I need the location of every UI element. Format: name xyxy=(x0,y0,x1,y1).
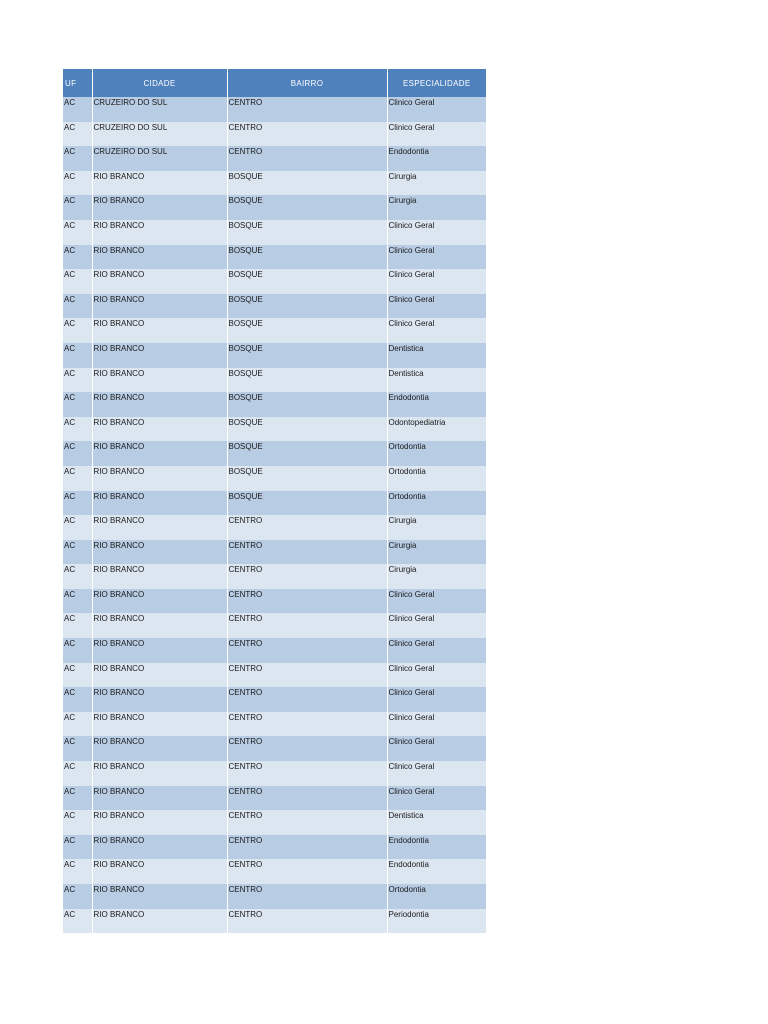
table-body xyxy=(63,97,486,933)
table-row xyxy=(63,441,486,466)
cell-especialidade: Cirurgia xyxy=(387,171,486,196)
cell-bairro: CENTRO xyxy=(227,515,387,540)
cell-especialidade: Clinico Geral xyxy=(387,613,486,638)
cell-bairro: BOSQUE xyxy=(227,245,387,270)
cell-cidade: RIO BRANCO xyxy=(92,491,227,516)
cell-uf: AC xyxy=(63,859,92,884)
cell-bairro: CENTRO xyxy=(227,761,387,786)
column-header-bairro: BAIRRO xyxy=(227,69,387,97)
column-header-especialidade: ESPECIALIDADE xyxy=(387,69,486,97)
cell-cidade: RIO BRANCO xyxy=(92,220,227,245)
cell-especialidade: Ortodontia xyxy=(387,491,486,516)
cell-bairro: BOSQUE xyxy=(227,392,387,417)
cell-uf: AC xyxy=(63,417,92,442)
cell-cidade: RIO BRANCO xyxy=(92,810,227,835)
cell-bairro: BOSQUE xyxy=(227,417,387,442)
cell-cidade: RIO BRANCO xyxy=(92,909,227,934)
cell-cidade: CRUZEIRO DO SUL xyxy=(92,146,227,171)
cell-uf: AC xyxy=(63,663,92,688)
cell-especialidade: Endodontia xyxy=(387,859,486,884)
table-row xyxy=(63,613,486,638)
table-row xyxy=(63,687,486,712)
cell-bairro: BOSQUE xyxy=(227,294,387,319)
cell-uf: AC xyxy=(63,786,92,811)
cell-cidade: CRUZEIRO DO SUL xyxy=(92,97,227,122)
cell-cidade: RIO BRANCO xyxy=(92,613,227,638)
cell-uf: AC xyxy=(63,171,92,196)
cell-especialidade: Dentistica xyxy=(387,810,486,835)
cell-cidade: RIO BRANCO xyxy=(92,638,227,663)
cell-bairro: CENTRO xyxy=(227,638,387,663)
table-row xyxy=(63,294,486,319)
cell-especialidade: Cirurgia xyxy=(387,195,486,220)
cell-bairro: CENTRO xyxy=(227,540,387,565)
cell-uf: AC xyxy=(63,712,92,737)
cell-uf: AC xyxy=(63,343,92,368)
cell-especialidade: Ortodontia xyxy=(387,441,486,466)
cell-uf: AC xyxy=(63,761,92,786)
table-row xyxy=(63,466,486,491)
table-row xyxy=(63,564,486,589)
cell-uf: AC xyxy=(63,736,92,761)
cell-especialidade: Endodontia xyxy=(387,146,486,171)
table-row xyxy=(63,589,486,614)
cell-especialidade: Endodontia xyxy=(387,835,486,860)
cell-cidade: RIO BRANCO xyxy=(92,712,227,737)
cell-bairro: CENTRO xyxy=(227,97,387,122)
cell-cidade: RIO BRANCO xyxy=(92,294,227,319)
table-row xyxy=(63,269,486,294)
cell-bairro: CENTRO xyxy=(227,884,387,909)
cell-uf: AC xyxy=(63,909,92,934)
cell-cidade: RIO BRANCO xyxy=(92,441,227,466)
table-row xyxy=(63,884,486,909)
table-row xyxy=(63,736,486,761)
cell-especialidade: Periodontia xyxy=(387,909,486,934)
cell-especialidade: Clinico Geral xyxy=(387,736,486,761)
cell-bairro: CENTRO xyxy=(227,835,387,860)
table-row xyxy=(63,663,486,688)
cell-uf: AC xyxy=(63,122,92,147)
cell-bairro: BOSQUE xyxy=(227,269,387,294)
cell-especialidade: Dentistica xyxy=(387,343,486,368)
header-row xyxy=(63,69,486,97)
cell-bairro: BOSQUE xyxy=(227,171,387,196)
cell-cidade: RIO BRANCO xyxy=(92,269,227,294)
cell-uf: AC xyxy=(63,392,92,417)
cell-especialidade: Odontopediatria xyxy=(387,417,486,442)
cell-uf: AC xyxy=(63,564,92,589)
cell-cidade: RIO BRANCO xyxy=(92,564,227,589)
cell-especialidade: Clinico Geral xyxy=(387,589,486,614)
cell-especialidade: Clinico Geral xyxy=(387,687,486,712)
cell-bairro: CENTRO xyxy=(227,859,387,884)
cell-uf: AC xyxy=(63,613,92,638)
cell-bairro: BOSQUE xyxy=(227,220,387,245)
cell-bairro: CENTRO xyxy=(227,663,387,688)
table-row xyxy=(63,835,486,860)
cell-bairro: BOSQUE xyxy=(227,491,387,516)
cell-bairro: BOSQUE xyxy=(227,466,387,491)
cell-uf: AC xyxy=(63,294,92,319)
cell-uf: AC xyxy=(63,884,92,909)
cell-bairro: CENTRO xyxy=(227,564,387,589)
cell-especialidade: Clinico Geral xyxy=(387,761,486,786)
cell-bairro: BOSQUE xyxy=(227,441,387,466)
cell-uf: AC xyxy=(63,638,92,663)
cell-cidade: RIO BRANCO xyxy=(92,835,227,860)
cell-especialidade: Dentistica xyxy=(387,368,486,393)
table-row xyxy=(63,859,486,884)
cell-especialidade: Clinico Geral xyxy=(387,245,486,270)
cell-especialidade: Clinico Geral xyxy=(387,220,486,245)
cell-bairro: CENTRO xyxy=(227,589,387,614)
table-row xyxy=(63,318,486,343)
cell-especialidade: Ortodontia xyxy=(387,466,486,491)
cell-uf: AC xyxy=(63,515,92,540)
cell-especialidade: Clinico Geral xyxy=(387,786,486,811)
cell-especialidade: Clinico Geral xyxy=(387,97,486,122)
table-row xyxy=(63,909,486,934)
cell-uf: AC xyxy=(63,540,92,565)
cell-bairro: CENTRO xyxy=(227,909,387,934)
column-header-uf: UF xyxy=(63,69,92,97)
cell-especialidade: Clinico Geral xyxy=(387,318,486,343)
cell-especialidade: Ortodontia xyxy=(387,884,486,909)
cell-bairro: BOSQUE xyxy=(227,368,387,393)
table-row xyxy=(63,810,486,835)
cell-cidade: RIO BRANCO xyxy=(92,884,227,909)
cell-cidade: RIO BRANCO xyxy=(92,245,227,270)
cell-cidade: RIO BRANCO xyxy=(92,195,227,220)
table-row xyxy=(63,540,486,565)
table-row xyxy=(63,245,486,270)
cell-cidade: RIO BRANCO xyxy=(92,589,227,614)
cell-especialidade: Cirurgia xyxy=(387,564,486,589)
cell-uf: AC xyxy=(63,368,92,393)
table-row xyxy=(63,392,486,417)
cell-cidade: RIO BRANCO xyxy=(92,761,227,786)
cell-bairro: CENTRO xyxy=(227,786,387,811)
cell-uf: AC xyxy=(63,269,92,294)
cell-especialidade: Clinico Geral xyxy=(387,663,486,688)
cell-bairro: CENTRO xyxy=(227,810,387,835)
cell-uf: AC xyxy=(63,687,92,712)
table-row xyxy=(63,122,486,147)
cell-cidade: RIO BRANCO xyxy=(92,540,227,565)
cell-uf: AC xyxy=(63,195,92,220)
table-row xyxy=(63,417,486,442)
cell-especialidade: Clinico Geral xyxy=(387,294,486,319)
cell-especialidade: Cirurgia xyxy=(387,515,486,540)
cell-uf: AC xyxy=(63,97,92,122)
cell-especialidade: Endodontia xyxy=(387,392,486,417)
table-row xyxy=(63,146,486,171)
cell-uf: AC xyxy=(63,318,92,343)
cell-especialidade: Clinico Geral xyxy=(387,122,486,147)
table-row xyxy=(63,195,486,220)
specialty-table xyxy=(63,69,486,933)
table-row xyxy=(63,343,486,368)
cell-uf: AC xyxy=(63,146,92,171)
cell-cidade: RIO BRANCO xyxy=(92,786,227,811)
cell-uf: AC xyxy=(63,441,92,466)
table-header xyxy=(63,69,486,97)
table-row xyxy=(63,491,486,516)
cell-uf: AC xyxy=(63,491,92,516)
cell-bairro: BOSQUE xyxy=(227,343,387,368)
cell-bairro: CENTRO xyxy=(227,712,387,737)
cell-cidade: CRUZEIRO DO SUL xyxy=(92,122,227,147)
table-row xyxy=(63,171,486,196)
cell-uf: AC xyxy=(63,835,92,860)
cell-especialidade: Clinico Geral xyxy=(387,269,486,294)
cell-uf: AC xyxy=(63,245,92,270)
cell-bairro: CENTRO xyxy=(227,122,387,147)
cell-cidade: RIO BRANCO xyxy=(92,417,227,442)
table-row xyxy=(63,761,486,786)
table-row xyxy=(63,638,486,663)
cell-cidade: RIO BRANCO xyxy=(92,171,227,196)
cell-especialidade: Cirurgia xyxy=(387,540,486,565)
cell-cidade: RIO BRANCO xyxy=(92,859,227,884)
cell-cidade: RIO BRANCO xyxy=(92,318,227,343)
cell-cidade: RIO BRANCO xyxy=(92,687,227,712)
cell-especialidade: Clinico Geral xyxy=(387,712,486,737)
cell-bairro: CENTRO xyxy=(227,736,387,761)
column-header-cidade: CIDADE xyxy=(92,69,227,97)
table-row xyxy=(63,712,486,737)
cell-bairro: BOSQUE xyxy=(227,318,387,343)
cell-uf: AC xyxy=(63,466,92,491)
table-row xyxy=(63,786,486,811)
cell-especialidade: Clinico Geral xyxy=(387,638,486,663)
cell-bairro: CENTRO xyxy=(227,687,387,712)
cell-bairro: BOSQUE xyxy=(227,195,387,220)
cell-uf: AC xyxy=(63,220,92,245)
cell-cidade: RIO BRANCO xyxy=(92,736,227,761)
table-row xyxy=(63,97,486,122)
cell-uf: AC xyxy=(63,810,92,835)
table-row xyxy=(63,368,486,393)
cell-bairro: CENTRO xyxy=(227,613,387,638)
table-row xyxy=(63,515,486,540)
cell-cidade: RIO BRANCO xyxy=(92,515,227,540)
cell-cidade: RIO BRANCO xyxy=(92,663,227,688)
cell-cidade: RIO BRANCO xyxy=(92,343,227,368)
cell-cidade: RIO BRANCO xyxy=(92,392,227,417)
table-row xyxy=(63,220,486,245)
cell-bairro: CENTRO xyxy=(227,146,387,171)
cell-cidade: RIO BRANCO xyxy=(92,466,227,491)
cell-uf: AC xyxy=(63,589,92,614)
cell-cidade: RIO BRANCO xyxy=(92,368,227,393)
